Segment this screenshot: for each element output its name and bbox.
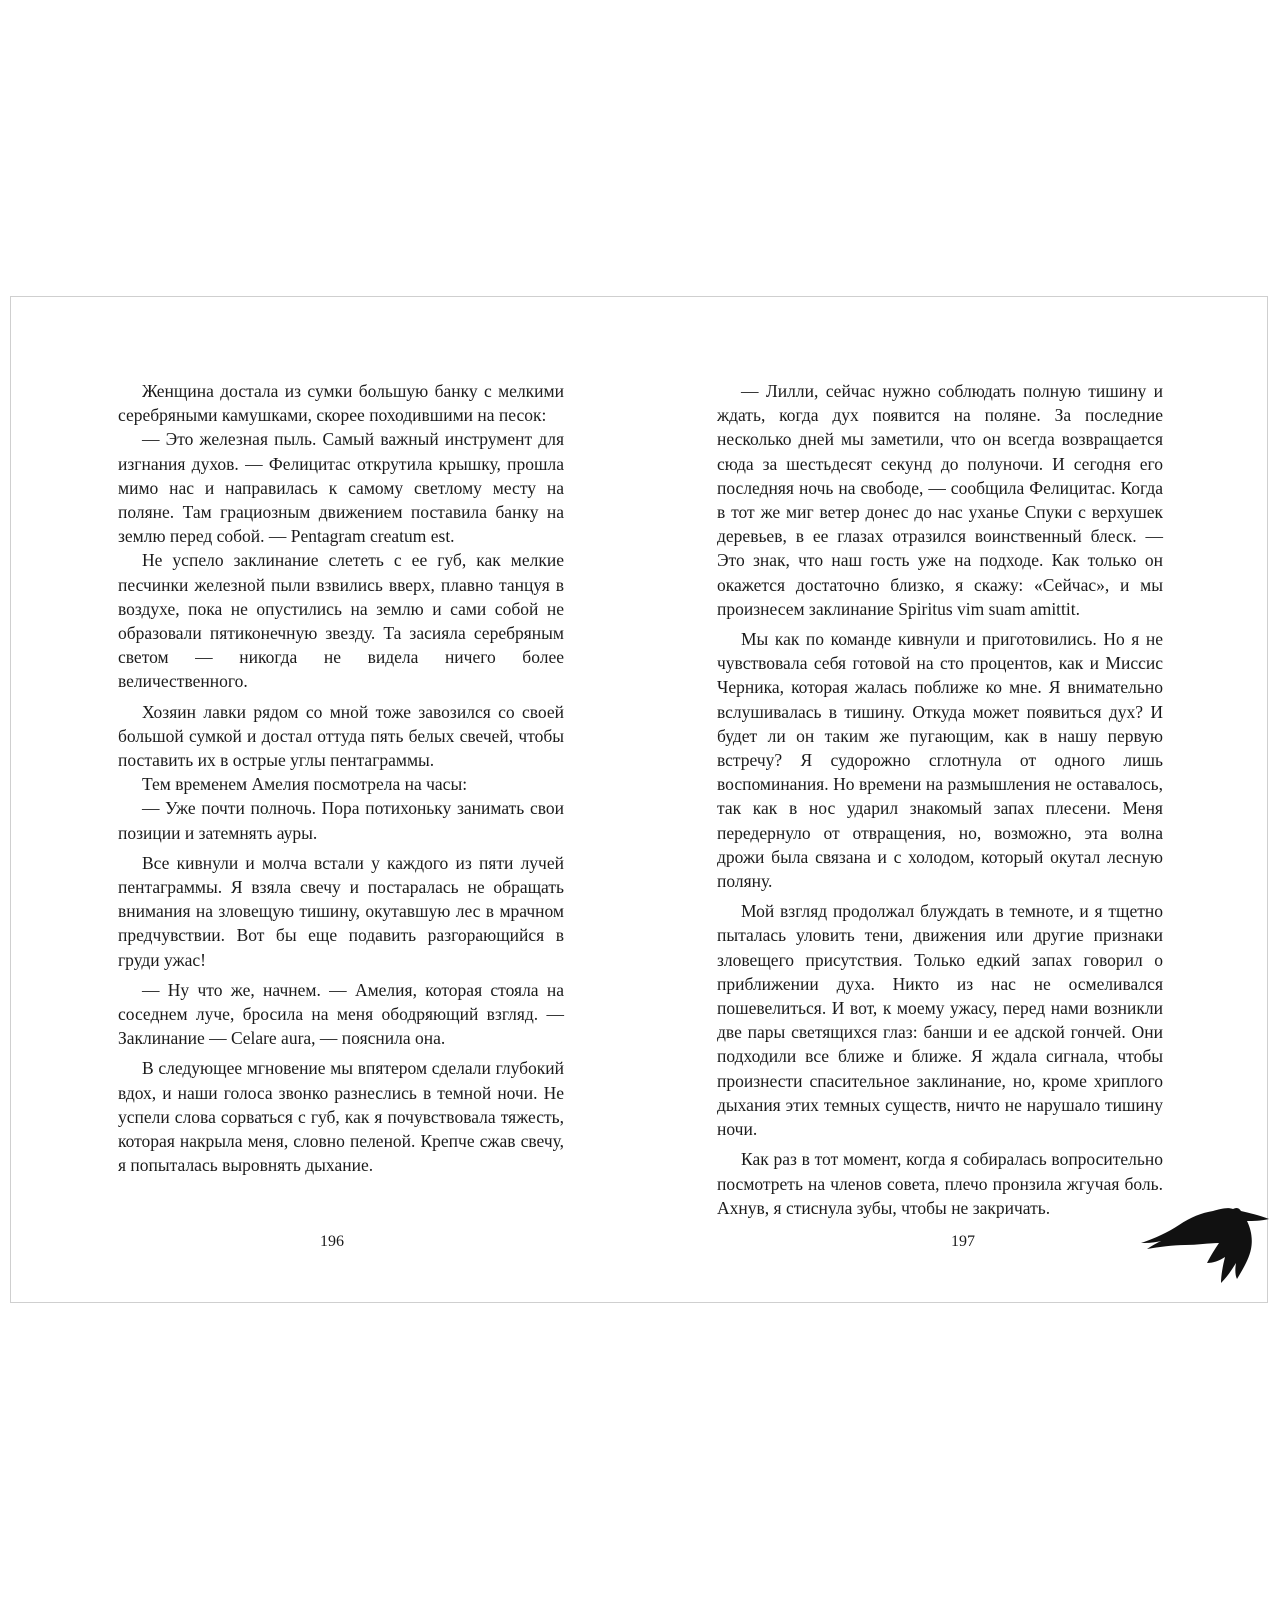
book-spread [10,296,1268,1303]
paragraph: Хозяин лавки рядом со мной тоже завозился со своей большой сумкой и достал оттуда пять белых свечей, чтобы поставить их в острые углы пентаграммы. [118,701,564,771]
crow-silhouette-icon [1139,1205,1271,1285]
paragraph: В следующее мгновение мы впятером сделали глубокий вдох, и наши голоса звонко разнеслись в темной ночи. Не успели слова сорваться с губ, как я почувствовала тяжесть, которая накрыла меня, словно пеленой. Крепче сжав свечу, я попыталась выровнять дыхание. [118,1058,564,1176]
paragraph: Тем временем Амелия посмотрела на часы: [142,774,468,795]
paragraph: Как раз в тот момент, когда я собиралась вопросительно посмотреть на членов совета, плечо пронзила жгучая боль. Ахнув, я стиснула зубы, чтобы не закричать. [717,1149,1163,1218]
paragraph: Женщина достала из сумки большую банку с мелкими серебряными камушками, скорее походившими на песок: [118,381,564,426]
paragraph: Мы как по команде кивнули и приготовились. Но я не чувствовала себя готовой на сто процентов, как и Миссис Черника, которая жалась поближе ко мне. Я внимательно вслушивалась в тишину. Откуда может появиться дух? И будет ли он таким же пугающим, как в нашу первую встречу? Я судорожно сглотнула от одного лишь воспоминания. Но времени на размышления не оставалось, так как в нос ударил знакомый запах плесени. Меня передернуло от отвращения, но, возможно, эта волна дрожи была связана и с холодом, который окутал лесную поляну. [717,629,1163,892]
page-number-left: 196 [320,1233,344,1250]
paragraph: — Лилли, сейчас нужно соблюдать полную тишину и ждать, когда дух появится на поляне. За последние несколько дней мы заметили, что он всегда возвращается сюда за шестьдесят секунд до полуночи. И сегодня его последняя ночь на свободе, — сообщила Фелицитас. Когда в тот же миг ветер донес до нас уханье Спуки с верхушек деревьев, в ее глазах отразился воинственный блеск. — Это знак, что наш гость уже на подходе. Как только он окажется достаточно близко, я скажу: «Сейчас», и мы произнесем заклинание Spiritus vim suam amittit. [717,381,1163,619]
paragraph: Все кивнули и молча встали у каждого из пяти лучей пентаграммы. Я взяла свечу и постаралась не обращать внимания на зловещую тишину, окутавшую лес в мрачном предчувствии. Вот бы еще подавить разгорающийся в груди ужас! [118,852,564,970]
page-number-right: 197 [951,1233,975,1250]
paragraph: — Ну что же, начнем. — Амелия, которая стояла на соседнем луче, бросила на меня ободряющий взгляд. — Заклинание — Celare aura, — пояснила она. [118,979,564,1049]
paragraph: Мой взгляд продолжал блуждать в темноте, и я тщетно пыталась уловить тени, движения или другие признаки зловещего присутствия. Только едкий запах говорил о приближении духа. Никто из нас не осмеливался пошевелиться. И вот, к моему ужасу, перед нами возникли две пары светящихся глаз: банши и ее адской гончей. Они подходили все ближе и ближе. Я ждала сигнала, чтобы произнести спасительное заклинание, но, кроме хриплого дыхания этих темных существ, ничто не нарушало тишину ночи. [717,901,1163,1140]
left-page-text [118,379,564,1178]
paragraph: — Уже почти полночь. Пора потихоньку занимать свои позиции и затемнять ауры. [118,798,564,843]
crow-body [1141,1208,1269,1283]
right-page-text [717,379,1163,1220]
paragraph: Не успело заклинание слететь с ее губ, как мелкие песчинки железной пыли взвились вверх, плавно танцуя в воздухе, пока не опустились на землю и сами собой не образовали пятиконечную звезду. Та засияла серебряным светом — никогда не видела ничего более величественного. [118,550,564,692]
paragraph: — Это железная пыль. Самый важный инструмент для изгнания духов. — Фелицитас открутила крышку, прошла мимо нас и направилась к самому светлому месту на поляне. Там грациозным движением поставила банку на землю перед собой. — Pentagram creatum est. [118,429,564,547]
